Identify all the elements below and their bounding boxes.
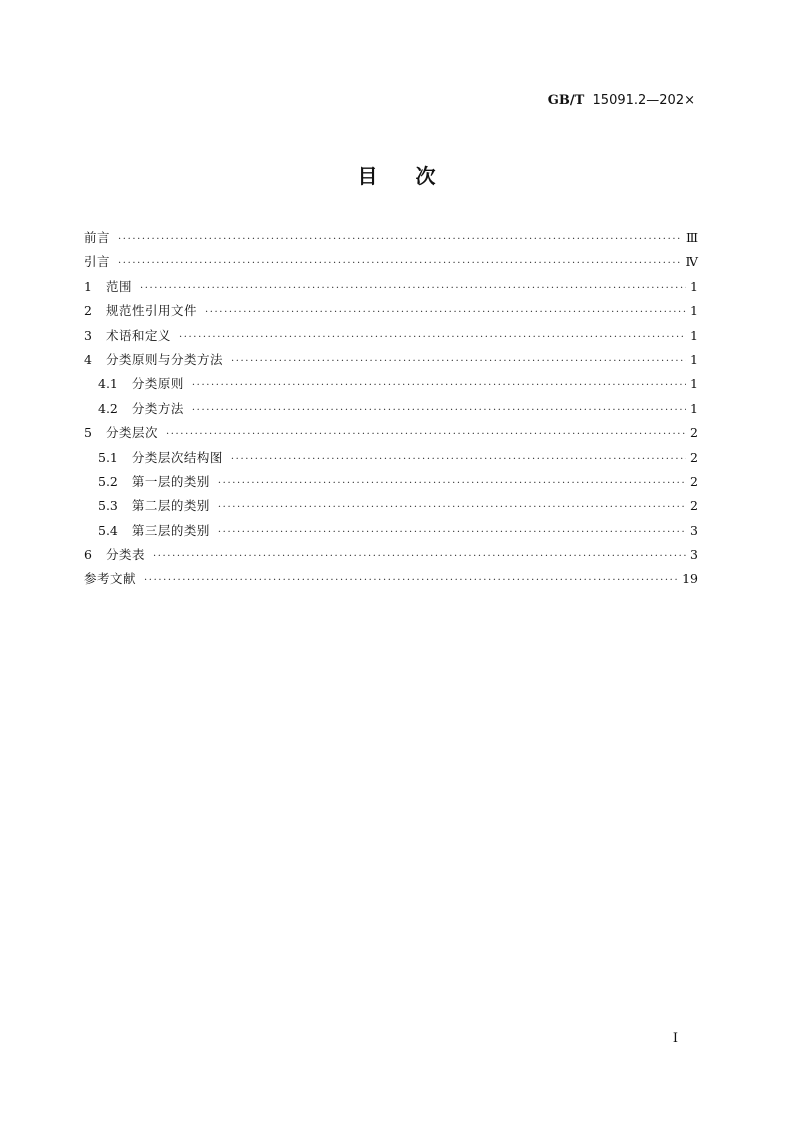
toc-entry[interactable] — [84, 348, 698, 372]
toc-entry-number: 4 — [84, 351, 92, 367]
toc-leader-dots — [231, 448, 686, 472]
table-of-contents — [84, 226, 698, 592]
toc-leader-dots — [205, 301, 686, 325]
toc-entry-number: 4.1 — [98, 376, 118, 392]
page-title-left: 目 — [357, 164, 378, 188]
toc-entry-number: 5 — [84, 425, 92, 441]
toc-entry-label: 前言 — [84, 230, 111, 245]
toc-entry-page: 2 — [690, 473, 698, 489]
toc-entry[interactable] — [84, 470, 698, 494]
toc-entry-number: 6 — [84, 547, 92, 563]
document-number-value: 15091.2—202× — [592, 93, 695, 108]
toc-entry-page: 1 — [690, 400, 698, 416]
toc-entry-page: 2 — [690, 449, 698, 465]
page-title-right: 次 — [415, 164, 436, 188]
toc-leader-dots — [192, 399, 686, 423]
toc-entry-label: 分类原则 — [131, 376, 184, 392]
toc-entry-page: Ⅲ — [685, 230, 698, 245]
toc-entry-page: 19 — [682, 571, 698, 587]
toc-entry[interactable] — [84, 226, 698, 250]
toc-entry-label: 分类方法 — [131, 400, 184, 416]
toc-entry-label: 参考文献 — [84, 571, 137, 587]
toc-entry-label: 第一层的类别 — [131, 473, 210, 489]
toc-entry-page: 3 — [690, 547, 698, 563]
toc-entry-number: 3 — [84, 327, 92, 343]
toc-entry[interactable] — [84, 494, 698, 518]
toc-entry-page: 3 — [690, 522, 698, 538]
toc-entry-label: 规范性引用文件 — [105, 303, 197, 319]
toc-entry-number: 4.2 — [98, 400, 118, 416]
toc-entry[interactable] — [84, 275, 698, 299]
toc-entry[interactable] — [84, 421, 698, 445]
toc-entry[interactable] — [84, 446, 698, 470]
toc-entry-number: 2 — [84, 303, 92, 319]
toc-entry[interactable] — [84, 250, 698, 274]
toc-entry-page: 1 — [690, 278, 698, 294]
toc-leader-dots — [192, 374, 686, 398]
toc-entry-number: 5.3 — [98, 498, 118, 514]
toc-entry-page: 2 — [690, 425, 698, 441]
toc-leader-dots — [118, 228, 682, 252]
toc-entry-number: 5.4 — [98, 522, 118, 538]
toc-leader-dots — [166, 423, 686, 447]
toc-leader-dots — [218, 521, 686, 545]
toc-entry-page: Ⅳ — [685, 254, 698, 270]
toc-leader-dots — [153, 545, 686, 569]
toc-leader-dots — [218, 472, 686, 496]
toc-entry-label: 范围 — [105, 278, 132, 294]
toc-entry[interactable] — [84, 543, 698, 567]
toc-leader-dots — [118, 252, 681, 276]
toc-entry-label: 第二层的类别 — [131, 498, 210, 514]
page-number: Ⅰ — [672, 1031, 678, 1046]
toc-entry[interactable] — [84, 397, 698, 421]
toc-entry-label: 分类层次结构图 — [131, 449, 223, 465]
toc-entry-label: 分类原则与分类方法 — [105, 351, 223, 367]
toc-entry-number: 5.1 — [98, 449, 118, 465]
document-code: GB/T — [547, 93, 585, 108]
toc-entry-label: 分类表 — [105, 547, 145, 563]
toc-entry-page: 1 — [690, 376, 698, 392]
page-title — [0, 160, 793, 189]
toc-entry-label: 术语和定义 — [105, 327, 171, 343]
toc-leader-dots — [231, 350, 686, 374]
toc-entry[interactable] — [84, 324, 698, 348]
toc-entry-page: 1 — [690, 303, 698, 319]
toc-entry-label: 第三层的类别 — [131, 522, 210, 538]
toc-entry-page: 1 — [690, 327, 698, 343]
document-number — [548, 93, 695, 108]
toc-entry[interactable] — [84, 372, 698, 396]
toc-entry[interactable] — [84, 567, 698, 591]
toc-entry-number: 5.2 — [98, 473, 118, 489]
toc-leader-dots — [179, 326, 686, 350]
toc-leader-dots — [218, 496, 686, 520]
toc-entry[interactable] — [84, 299, 698, 323]
toc-leader-dots — [144, 569, 678, 593]
toc-entry-label: 分类层次 — [105, 425, 158, 441]
toc-entry[interactable] — [84, 519, 698, 543]
toc-entry-number: 1 — [84, 278, 92, 294]
toc-entry-page: 1 — [690, 351, 698, 367]
toc-entry-label: 引言 — [84, 254, 111, 270]
toc-leader-dots — [140, 277, 686, 301]
toc-entry-page: 2 — [690, 498, 698, 514]
